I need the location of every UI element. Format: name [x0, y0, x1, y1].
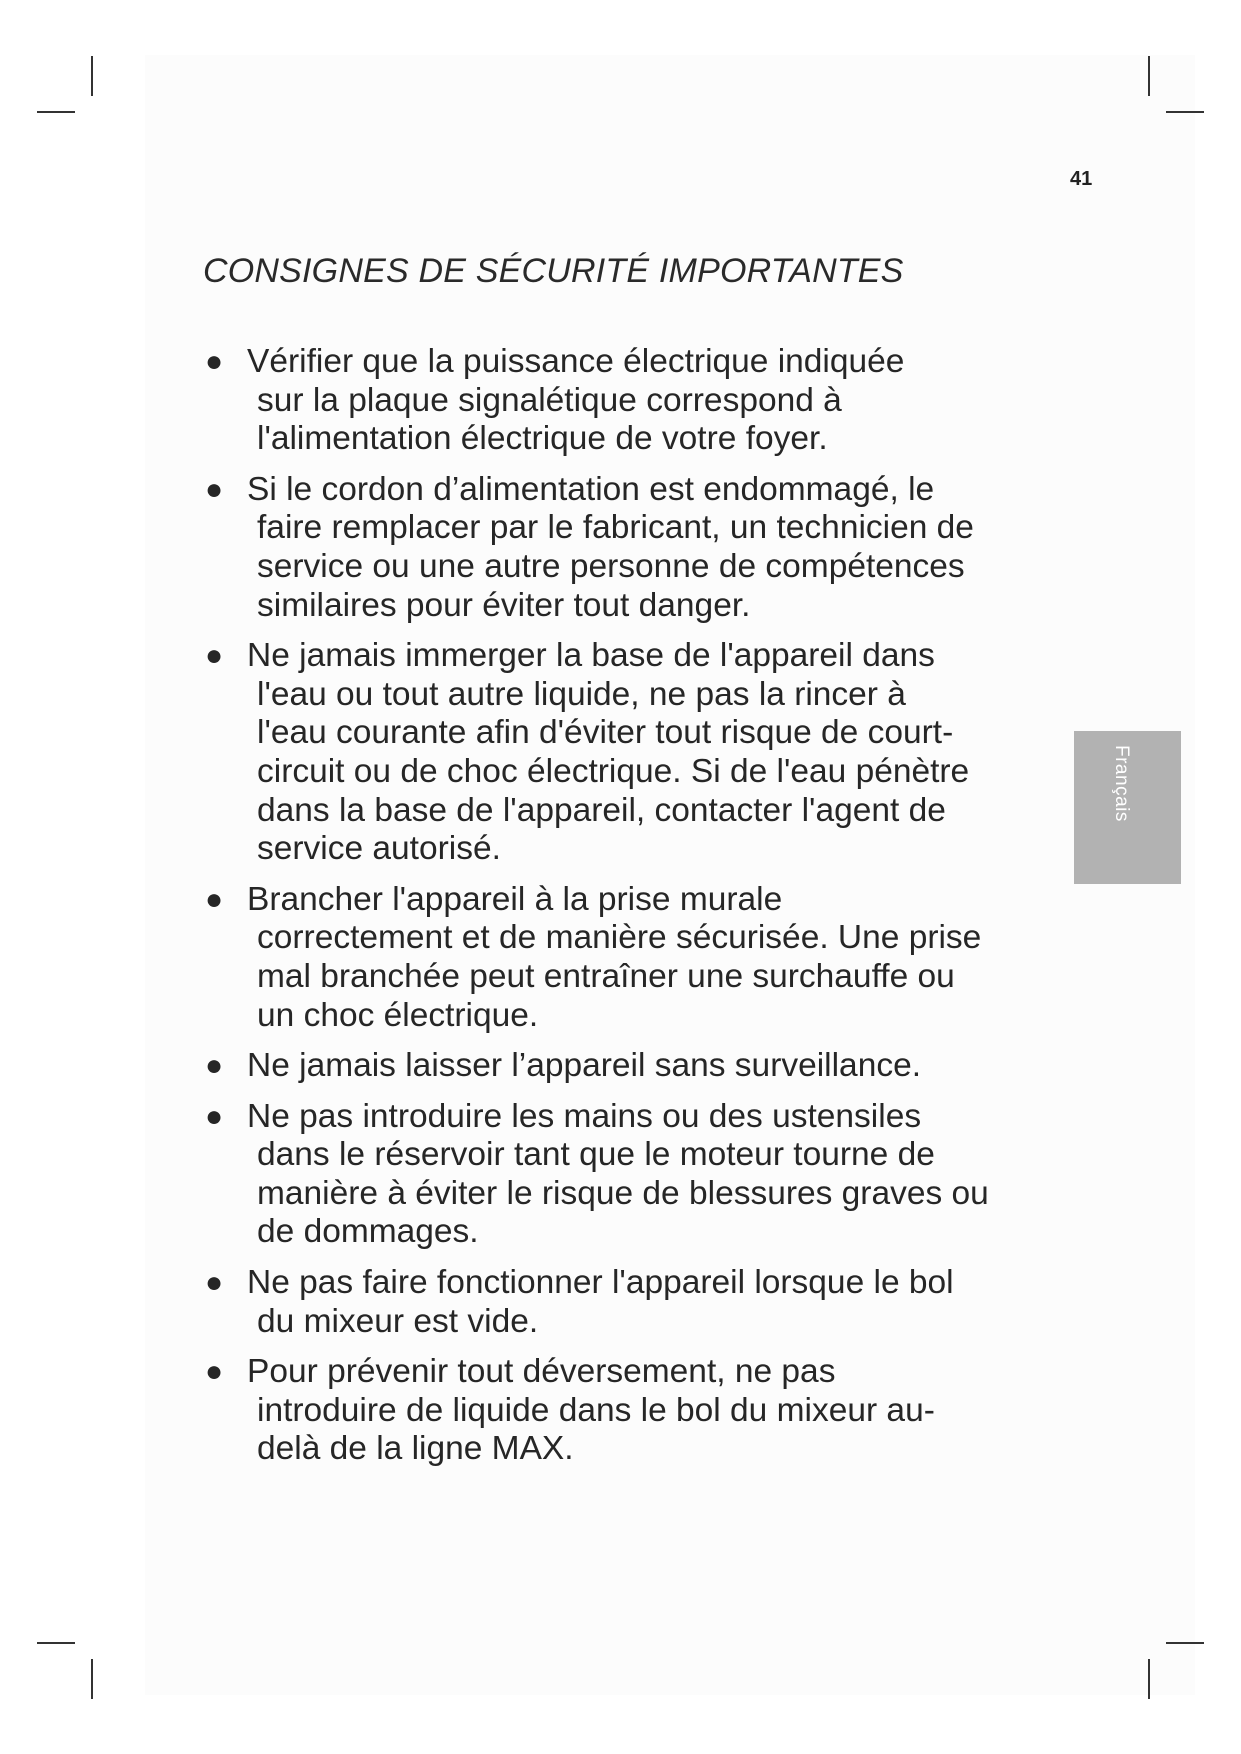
list-item — [203, 637, 1033, 869]
list-item-line: Ne jamais laisser l’appareil sans surveillance. — [247, 1047, 922, 1085]
page-number: 41 — [1070, 168, 1093, 190]
language-tab-label: Français — [1111, 745, 1132, 822]
list-item-text — [247, 471, 1033, 625]
list-item-line: correctement et de manière sécurisée. Une prise — [257, 919, 982, 957]
crop-mark-top-left-horizontal — [37, 111, 75, 113]
bullet-icon: ● — [205, 1355, 224, 1389]
list-item-line: l'eau ou tout autre liquide, ne pas la rincer à — [257, 675, 906, 713]
list-item-line: dans le réservoir tant que le moteur tourne de — [257, 1136, 935, 1174]
bullet-icon: ● — [205, 639, 224, 673]
crop-mark-bottom-left-horizontal — [37, 1642, 75, 1644]
section-title: CONSIGNES DE SÉCURITÉ IMPORTANTES — [203, 252, 904, 290]
bullet-icon: ● — [205, 1266, 224, 1300]
list-item-line: service ou une autre personne de compétences — [257, 547, 965, 585]
list-item-line: Pour prévenir tout déversement, ne pas — [247, 1353, 836, 1391]
list-item-line: service autorisé. — [257, 830, 501, 868]
list-item-line: un choc électrique. — [257, 996, 539, 1034]
list-item-line: faire remplacer par le fabricant, un technicien de — [257, 509, 974, 547]
list-item-text — [247, 1353, 1033, 1469]
bullet-icon: ● — [205, 1099, 224, 1133]
list-item-line: manière à éviter le risque de blessures graves ou — [257, 1174, 989, 1212]
bullet-icon: ● — [205, 1049, 224, 1083]
list-item-line: dans la base de l'appareil, contacter l'agent de — [257, 791, 946, 829]
list-item-text — [247, 1047, 1033, 1086]
list-item-line: circuit ou de choc électrique. Si de l'eau pénètre — [257, 752, 970, 790]
safety-instructions-list — [203, 343, 1033, 1481]
list-item-line: sur la plaque signalétique correspond à — [257, 381, 842, 419]
list-item-line: mal branchée peut entraîner une surchauffe ou — [257, 957, 955, 995]
crop-mark-bottom-left-vertical — [91, 1659, 93, 1699]
list-item-text — [247, 881, 1033, 1035]
list-item-line: similaires pour éviter tout danger. — [257, 586, 751, 624]
crop-mark-top-right-horizontal — [1166, 111, 1204, 113]
list-item-line: Brancher l'appareil à la prise murale — [247, 880, 783, 918]
list-item-line: delà de la ligne MAX. — [257, 1430, 574, 1468]
list-item-line: Ne pas faire fonctionner l'appareil lorsque le bol — [247, 1264, 954, 1302]
list-item-line: du mixeur est vide. — [257, 1302, 539, 1340]
list-item-text — [247, 1264, 1033, 1341]
list-item — [203, 1353, 1033, 1469]
list-item-line: Si le cordon d’alimentation est endommagé, le — [247, 470, 935, 508]
bullet-icon: ● — [205, 472, 224, 506]
list-item-text — [247, 343, 1033, 459]
list-item-text — [247, 1098, 1033, 1252]
list-item-line: Ne jamais immerger la base de l'appareil dans — [247, 637, 935, 675]
list-item — [203, 1047, 1033, 1086]
crop-mark-top-left-vertical — [91, 56, 93, 96]
crop-mark-bottom-right-vertical — [1148, 1659, 1150, 1699]
bullet-icon: ● — [205, 882, 224, 916]
list-item — [203, 471, 1033, 625]
list-item — [203, 1098, 1033, 1252]
list-item-line: l'alimentation électrique de votre foyer. — [257, 420, 828, 458]
bullet-icon: ● — [205, 345, 224, 378]
crop-mark-bottom-right-horizontal — [1166, 1642, 1204, 1644]
list-item-text — [247, 637, 1033, 869]
list-item-line: de dommages. — [257, 1213, 479, 1251]
list-item — [203, 881, 1033, 1035]
crop-mark-top-right-vertical — [1148, 56, 1150, 96]
language-tab — [1074, 731, 1181, 884]
list-item-line: Vérifier que la puissance électrique indiquée — [247, 343, 905, 380]
list-item-line: Ne pas introduire les mains ou des ustensiles — [247, 1097, 922, 1135]
list-item-line: l'eau courante afin d'éviter tout risque de court- — [257, 714, 954, 752]
list-item — [203, 343, 1033, 459]
list-item-line: introduire de liquide dans le bol du mixeur au- — [257, 1391, 935, 1429]
list-item — [203, 1264, 1033, 1341]
